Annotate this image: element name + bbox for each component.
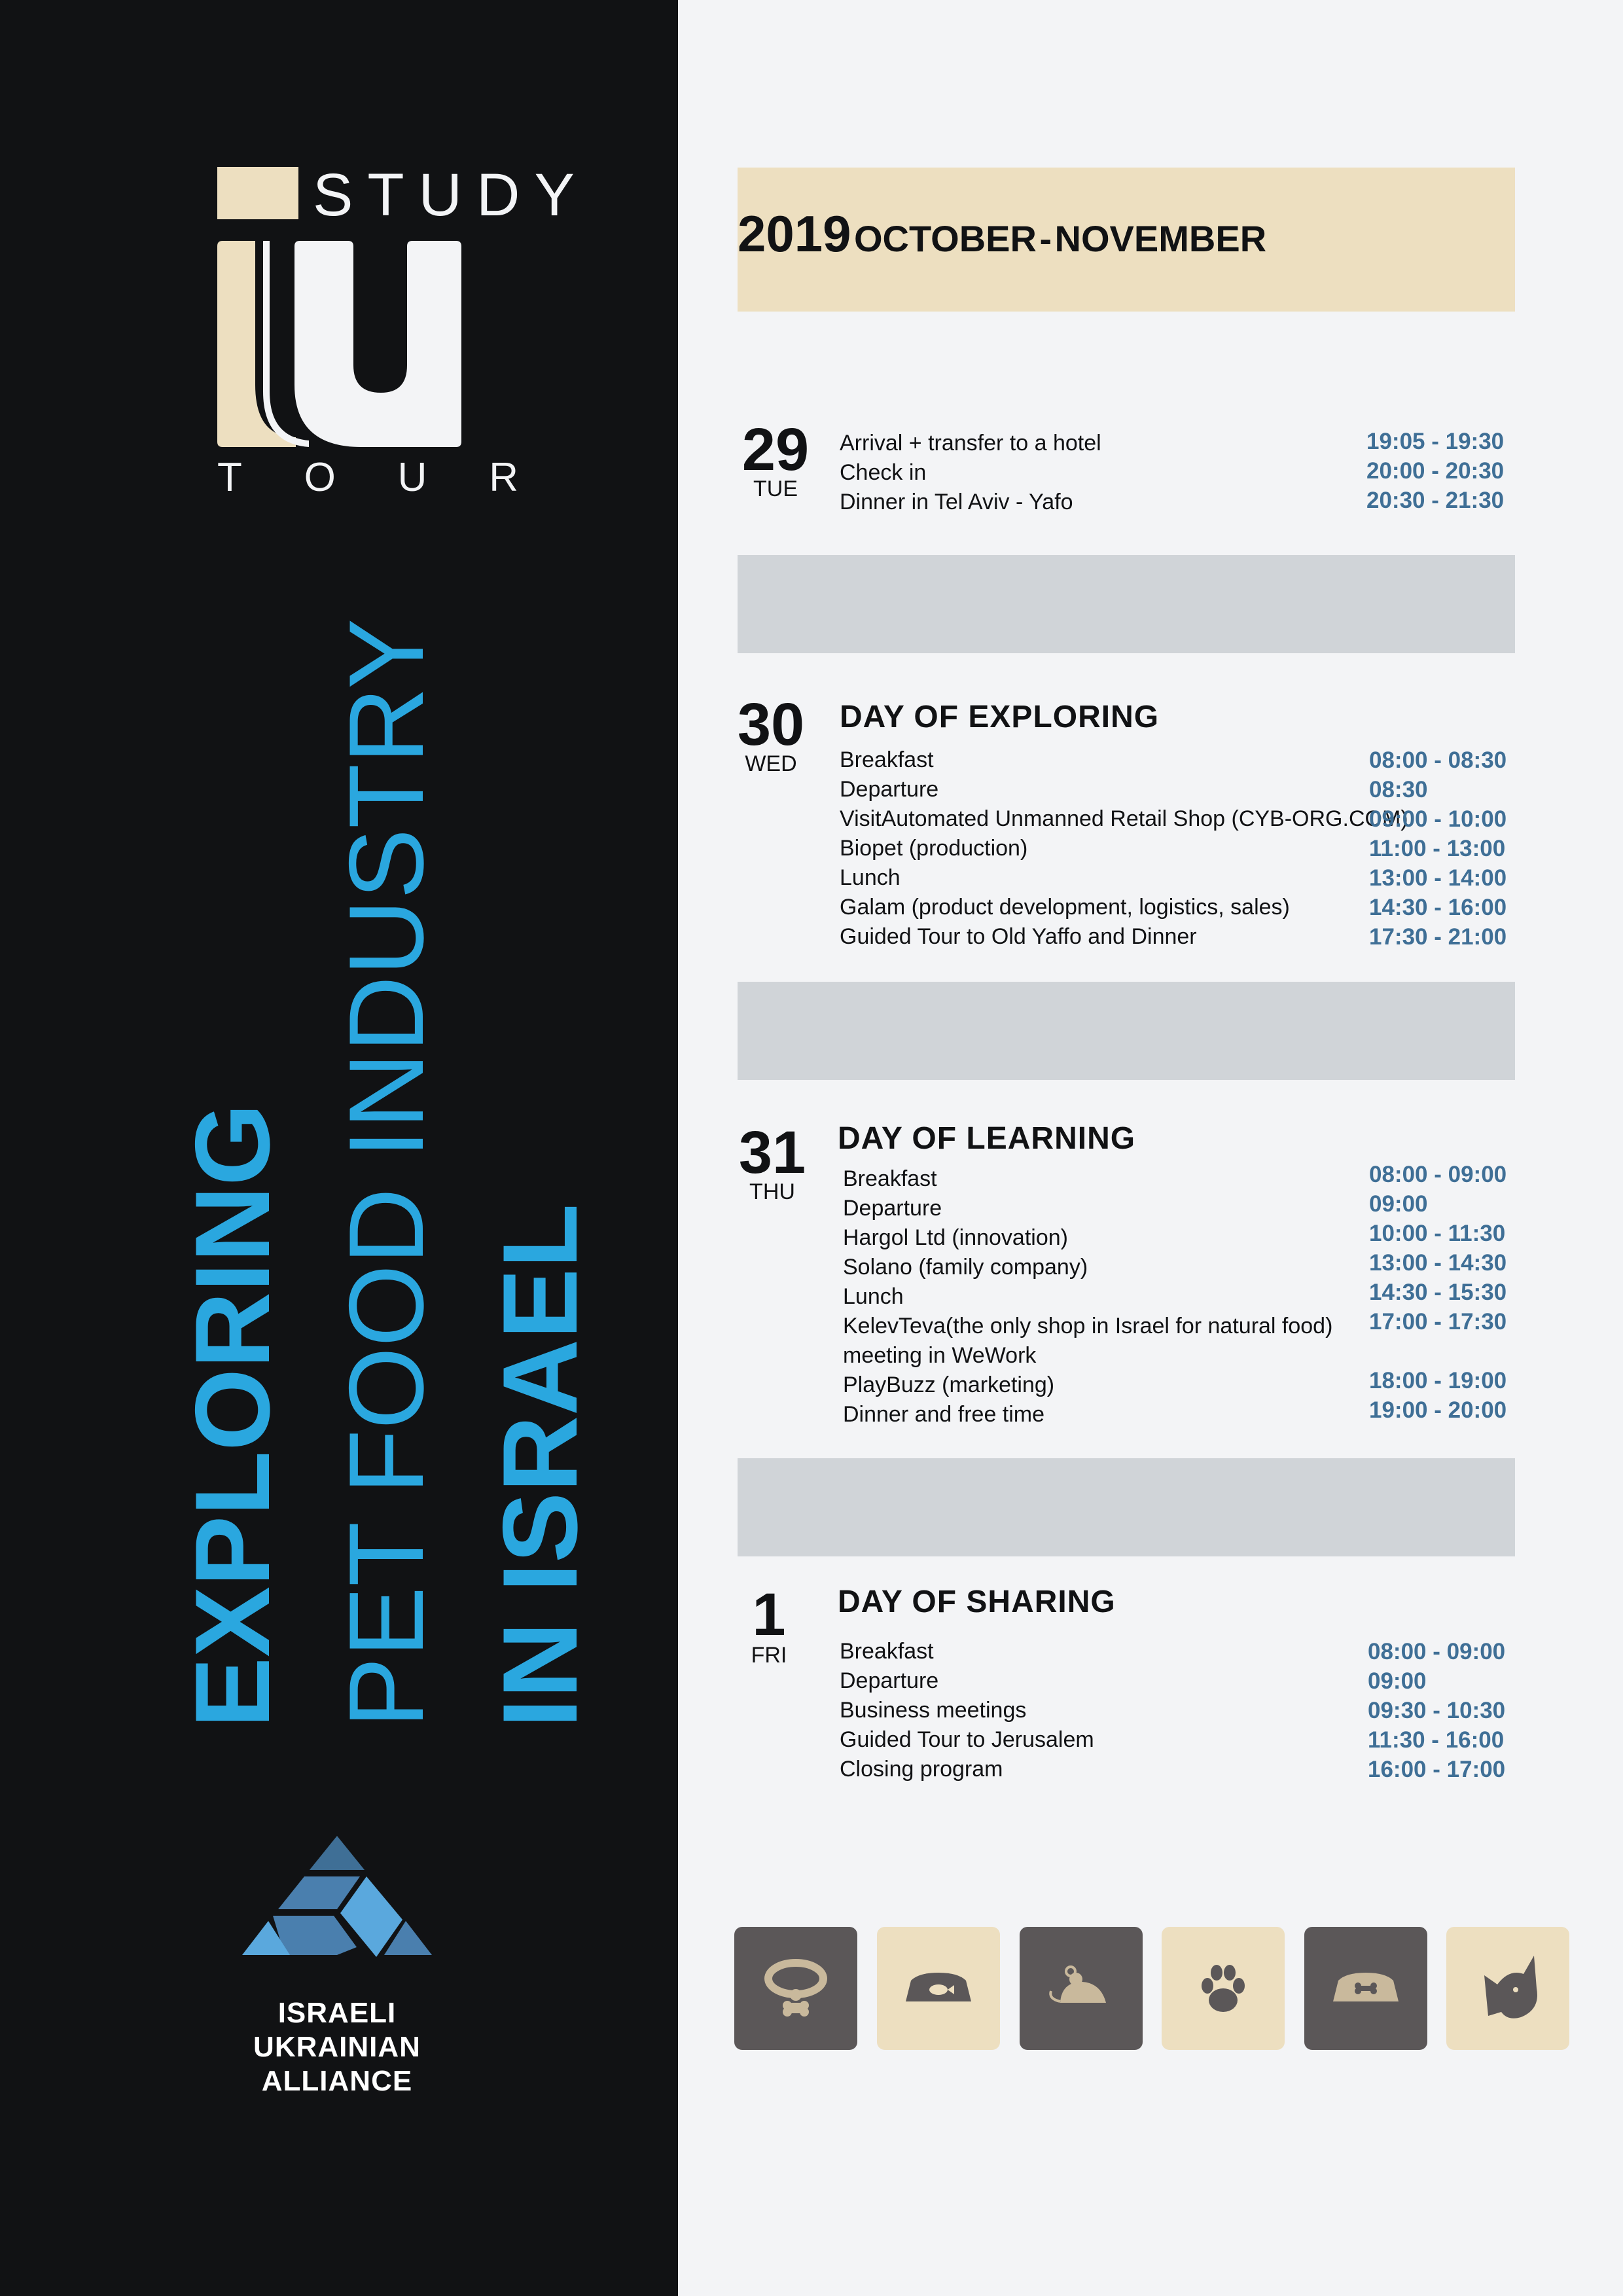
tour-letter: U — [397, 455, 427, 500]
time-slot: 17:00 - 17:30 — [1369, 1309, 1507, 1335]
cat-head-icon — [1446, 1927, 1569, 2050]
time-slot: 19:05 - 19:30 — [1366, 429, 1505, 454]
day-title: DAY OF LEARNING — [838, 1121, 1136, 1156]
list-item: Departure — [843, 1196, 942, 1221]
list-item: Guided Tour to Jerusalem — [840, 1727, 1094, 1752]
list-item: KelevTeva(the only shop in Israel for natural food) — [843, 1314, 1333, 1338]
header-month2: NOVEMBER — [1054, 218, 1267, 259]
header-title — [738, 204, 1266, 264]
list-item: Dinner and free time — [843, 1402, 1045, 1427]
logo-tour-text — [217, 454, 518, 501]
time-slot: 20:00 - 20:30 — [1366, 458, 1505, 484]
time-slot: 11:00 - 13:00 — [1369, 836, 1506, 861]
time-slot: 08:30 — [1369, 777, 1428, 802]
day-number: 29 — [741, 416, 810, 483]
list-item: Hargol Ltd (innovation) — [843, 1225, 1068, 1250]
list-item: Solano (family company) — [843, 1255, 1088, 1280]
alliance-name — [196, 1996, 478, 2098]
time-slot: 20:30 - 21:30 — [1366, 488, 1505, 513]
dog-bowl-icon — [1304, 1927, 1427, 2050]
logo-iu-mark — [217, 241, 508, 447]
pet-collar-icon — [734, 1927, 857, 2050]
day-title: DAY OF EXPLORING — [840, 700, 1160, 734]
alliance-line2: ALLIANCE — [261, 2065, 413, 2097]
list-item: Galam (product development, logistics, sales) — [840, 895, 1290, 920]
list-item: Breakfast — [843, 1166, 937, 1191]
tour-letter: R — [489, 455, 518, 500]
time-slot: 13:00 - 14:00 — [1369, 865, 1507, 891]
list-item: Dinner in Tel Aviv - Yafo — [840, 490, 1073, 514]
divider-band — [738, 1458, 1515, 1556]
day-weekday: THU — [749, 1179, 795, 1204]
divider-band — [738, 555, 1515, 653]
day-number: 30 — [737, 691, 805, 758]
toy-mouse-icon — [1020, 1927, 1143, 2050]
vertical-title — [156, 618, 617, 1728]
day-items — [840, 429, 1337, 517]
header-dash: - — [1039, 218, 1052, 259]
time-slot: 09:30 - 10:30 — [1368, 1698, 1506, 1723]
list-item: Breakfast — [840, 1639, 934, 1664]
list-item: Business meetings — [840, 1698, 1027, 1723]
time-slot: 14:30 - 15:30 — [1369, 1280, 1507, 1305]
day-title: DAY OF SHARING — [838, 1585, 1116, 1619]
day-times — [1366, 427, 1524, 515]
list-item: Breakfast — [840, 747, 934, 772]
header-month1: OCTOBER — [853, 218, 1037, 259]
logo-square — [217, 167, 298, 219]
time-slot: 09:00 — [1369, 1191, 1428, 1217]
alliance-triangle-logo — [232, 1836, 442, 1993]
fish-bowl-icon — [877, 1927, 1000, 2050]
list-item: Lunch — [840, 865, 901, 890]
day-weekday: FRI — [751, 1643, 787, 1668]
list-item: VisitAutomated Unmanned Retail Shop (CYB-ORG.COM) — [840, 806, 1408, 831]
day-times — [1369, 745, 1526, 952]
time-slot: 08:00 - 09:00 — [1368, 1639, 1506, 1664]
list-item: Departure — [840, 1668, 939, 1693]
title-line-israel: IN ISRAEL — [481, 1203, 599, 1728]
day-weekday: TUE — [753, 476, 798, 501]
tour-letter: T — [217, 455, 242, 500]
time-slot: 08:00 - 09:00 — [1369, 1162, 1507, 1187]
list-item: Closing program — [840, 1757, 1003, 1782]
day-number: 31 — [738, 1119, 806, 1186]
time-slot: 17:30 - 21:00 — [1369, 924, 1507, 950]
divider-band — [738, 982, 1515, 1080]
list-item: Departure — [840, 777, 939, 802]
logo-study-text: STUDY — [313, 162, 589, 228]
time-slot: 09:00 — [1368, 1668, 1427, 1694]
day-weekday: WED — [745, 751, 797, 776]
list-item: Biopet (production) — [840, 836, 1028, 861]
time-slot — [1369, 1336, 1526, 1366]
list-item: Guided Tour to Old Yaffo and Dinner — [840, 924, 1197, 949]
time-slot: 08:00 - 08:30 — [1369, 747, 1507, 773]
day-items — [840, 1637, 1337, 1784]
list-item: meeting in WeWork — [843, 1343, 1037, 1368]
time-slot: 19:00 - 20:00 — [1369, 1397, 1507, 1423]
list-item: Arrival + transfer to a hotel — [840, 431, 1101, 456]
title-line-pet-food: PET FOOD INDUSTRY — [327, 618, 446, 1728]
time-slot: 18:00 - 19:00 — [1369, 1368, 1507, 1393]
time-slot: 13:00 - 14:30 — [1369, 1250, 1507, 1276]
list-item: Lunch — [843, 1284, 904, 1309]
time-slot: 09:00 - 10:00 — [1369, 806, 1507, 832]
header-year: 2019 — [738, 205, 851, 262]
time-slot: 16:00 - 17:00 — [1368, 1757, 1506, 1782]
alliance-line1: ISRAELI UKRAINIAN — [253, 1997, 421, 2063]
day-times — [1369, 1160, 1526, 1425]
time-slot: 11:30 - 16:00 — [1368, 1727, 1505, 1753]
list-item: Check in — [840, 460, 927, 485]
list-item: PlayBuzz (marketing) — [843, 1372, 1055, 1397]
time-slot: 10:00 - 11:30 — [1369, 1221, 1506, 1246]
time-slot: 14:30 - 16:00 — [1369, 895, 1507, 920]
paw-icon — [1162, 1927, 1285, 2050]
tour-letter: O — [304, 455, 336, 500]
day-number: 1 — [752, 1581, 786, 1648]
day-times — [1368, 1637, 1525, 1784]
title-line-exploring: EXPLORING — [173, 1103, 292, 1728]
day-items — [843, 1164, 1340, 1429]
